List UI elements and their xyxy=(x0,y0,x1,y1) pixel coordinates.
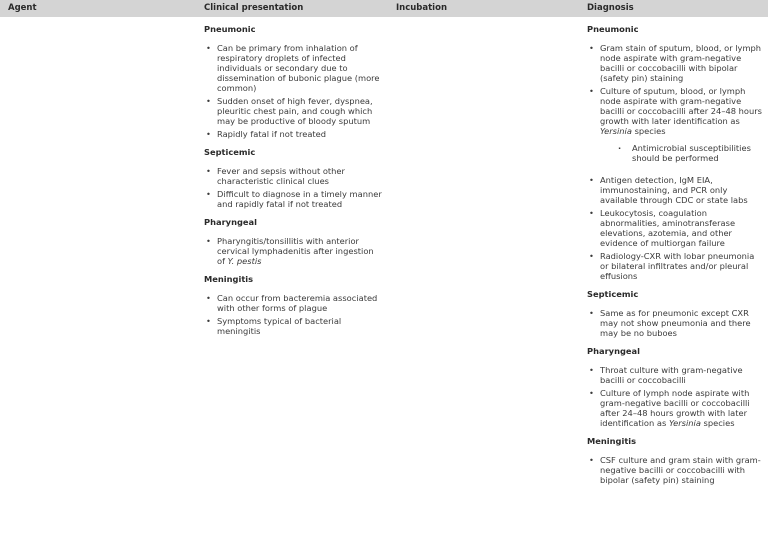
organism-name: Y. pestis xyxy=(227,256,262,266)
list-item: • Sudden onset of high fever, dyspnea, pleuritic chest pain, and cough which may be productive of bloody sputum xyxy=(204,96,382,126)
list-item xyxy=(204,236,382,266)
clinical-presentation-column xyxy=(204,17,382,339)
diagnosis-pharyngeal-heading: Pharyngeal xyxy=(587,346,641,356)
list-item: • Fever and sepsis without other characteristic clinical clues xyxy=(204,166,382,186)
list-item: • Difficult to diagnose in a timely manner and rapidly fatal if not treated xyxy=(204,189,382,209)
organism-name: Yersinia xyxy=(668,418,701,428)
list-item: • Gram stain of sputum, blood, or lymph node aspirate with gram-negative bacilli or coccobacilli with bipolar (safety pin) staining xyxy=(587,43,763,83)
diagnosis-pharyngeal-list xyxy=(587,365,763,428)
clinical-meningitis-list xyxy=(204,293,382,336)
list-item: • Leukocytosis, coagulation abnormalities, aminotransferase elevations, azotemia, and other evidence of multiorgan failure xyxy=(587,208,763,248)
list-item xyxy=(587,86,763,163)
list-item: • Throat culture with gram-negative bacilli or coccobacilli xyxy=(587,365,763,385)
nested-list xyxy=(600,143,763,163)
list-item: • Same as for pneumonic except CXR may not show pneumonia and there may be no buboes xyxy=(587,308,763,338)
item-text-suffix: species xyxy=(634,126,666,136)
clinical-pharyngeal-heading: Pharyngeal xyxy=(204,217,258,227)
diagnosis-meningitis-heading: Meningitis xyxy=(587,436,637,446)
diagnosis-septicemic-heading: Septicemic xyxy=(587,289,639,299)
item-text-suffix: species xyxy=(703,418,735,428)
clinical-pneumonic-list xyxy=(204,43,382,139)
list-item: • Can be primary from inhalation of respiratory droplets of infected individuals or secondary due to dissemination of bubonic plague (more common) xyxy=(204,43,382,93)
list-item: • Antigen detection, IgM EIA, immunostaining, and PCR only available through CDC or state labs xyxy=(587,175,763,205)
diagnosis-column xyxy=(587,17,763,488)
list-item: • Symptoms typical of bacterial meningitis xyxy=(204,316,382,336)
table-header xyxy=(0,0,768,17)
list-item: • Rapidly fatal if not treated xyxy=(204,129,382,139)
list-item xyxy=(587,388,763,428)
diagnosis-septicemic-list xyxy=(587,308,763,338)
item-text: Culture of sputum, blood, or lymph node aspirate with gram-negative bacilli or coccobacilli after 24–48 hours growth with later identification as xyxy=(600,86,762,126)
clinical-meningitis-heading: Meningitis xyxy=(204,274,254,284)
item-text: Culture of lymph node aspirate with gram-negative bacilli or coccobacilli after 24–48 hours growth with later identification as xyxy=(600,388,750,428)
organism-name: Yersinia xyxy=(600,126,632,136)
clinical-septicemic-list xyxy=(204,166,382,209)
header-clinical-presentation: Clinical presentation xyxy=(204,3,304,13)
list-item: • CSF culture and gram stain with gram-negative bacilli or coccobacilli with bipolar (safety pin) staining xyxy=(587,455,763,485)
list-item: • Radiology-CXR with lobar pneumonia or bilateral infiltrates and/or pleural effusions xyxy=(587,251,763,281)
diagnosis-pneumonic-list xyxy=(587,43,763,281)
header-diagnosis: Diagnosis xyxy=(587,3,634,13)
diagnosis-meningitis-list xyxy=(587,455,763,485)
diagnosis-pneumonic-heading: Pneumonic xyxy=(587,24,639,34)
clinical-septicemic-heading: Septicemic xyxy=(204,147,256,157)
nested-list-item: · Antimicrobial susceptibilities should be performed xyxy=(600,143,763,163)
clinical-pneumonic-heading: Pneumonic xyxy=(204,24,256,34)
header-agent: Agent xyxy=(8,3,37,13)
clinical-pharyngeal-list xyxy=(204,236,382,266)
list-item: • Can occur from bacteremia associated with other forms of plague xyxy=(204,293,382,313)
item-text: Pharyngitis/tonsillitis with anterior cervical lymphadenitis after ingestion of xyxy=(217,236,374,266)
header-incubation: Incubation xyxy=(396,3,447,13)
